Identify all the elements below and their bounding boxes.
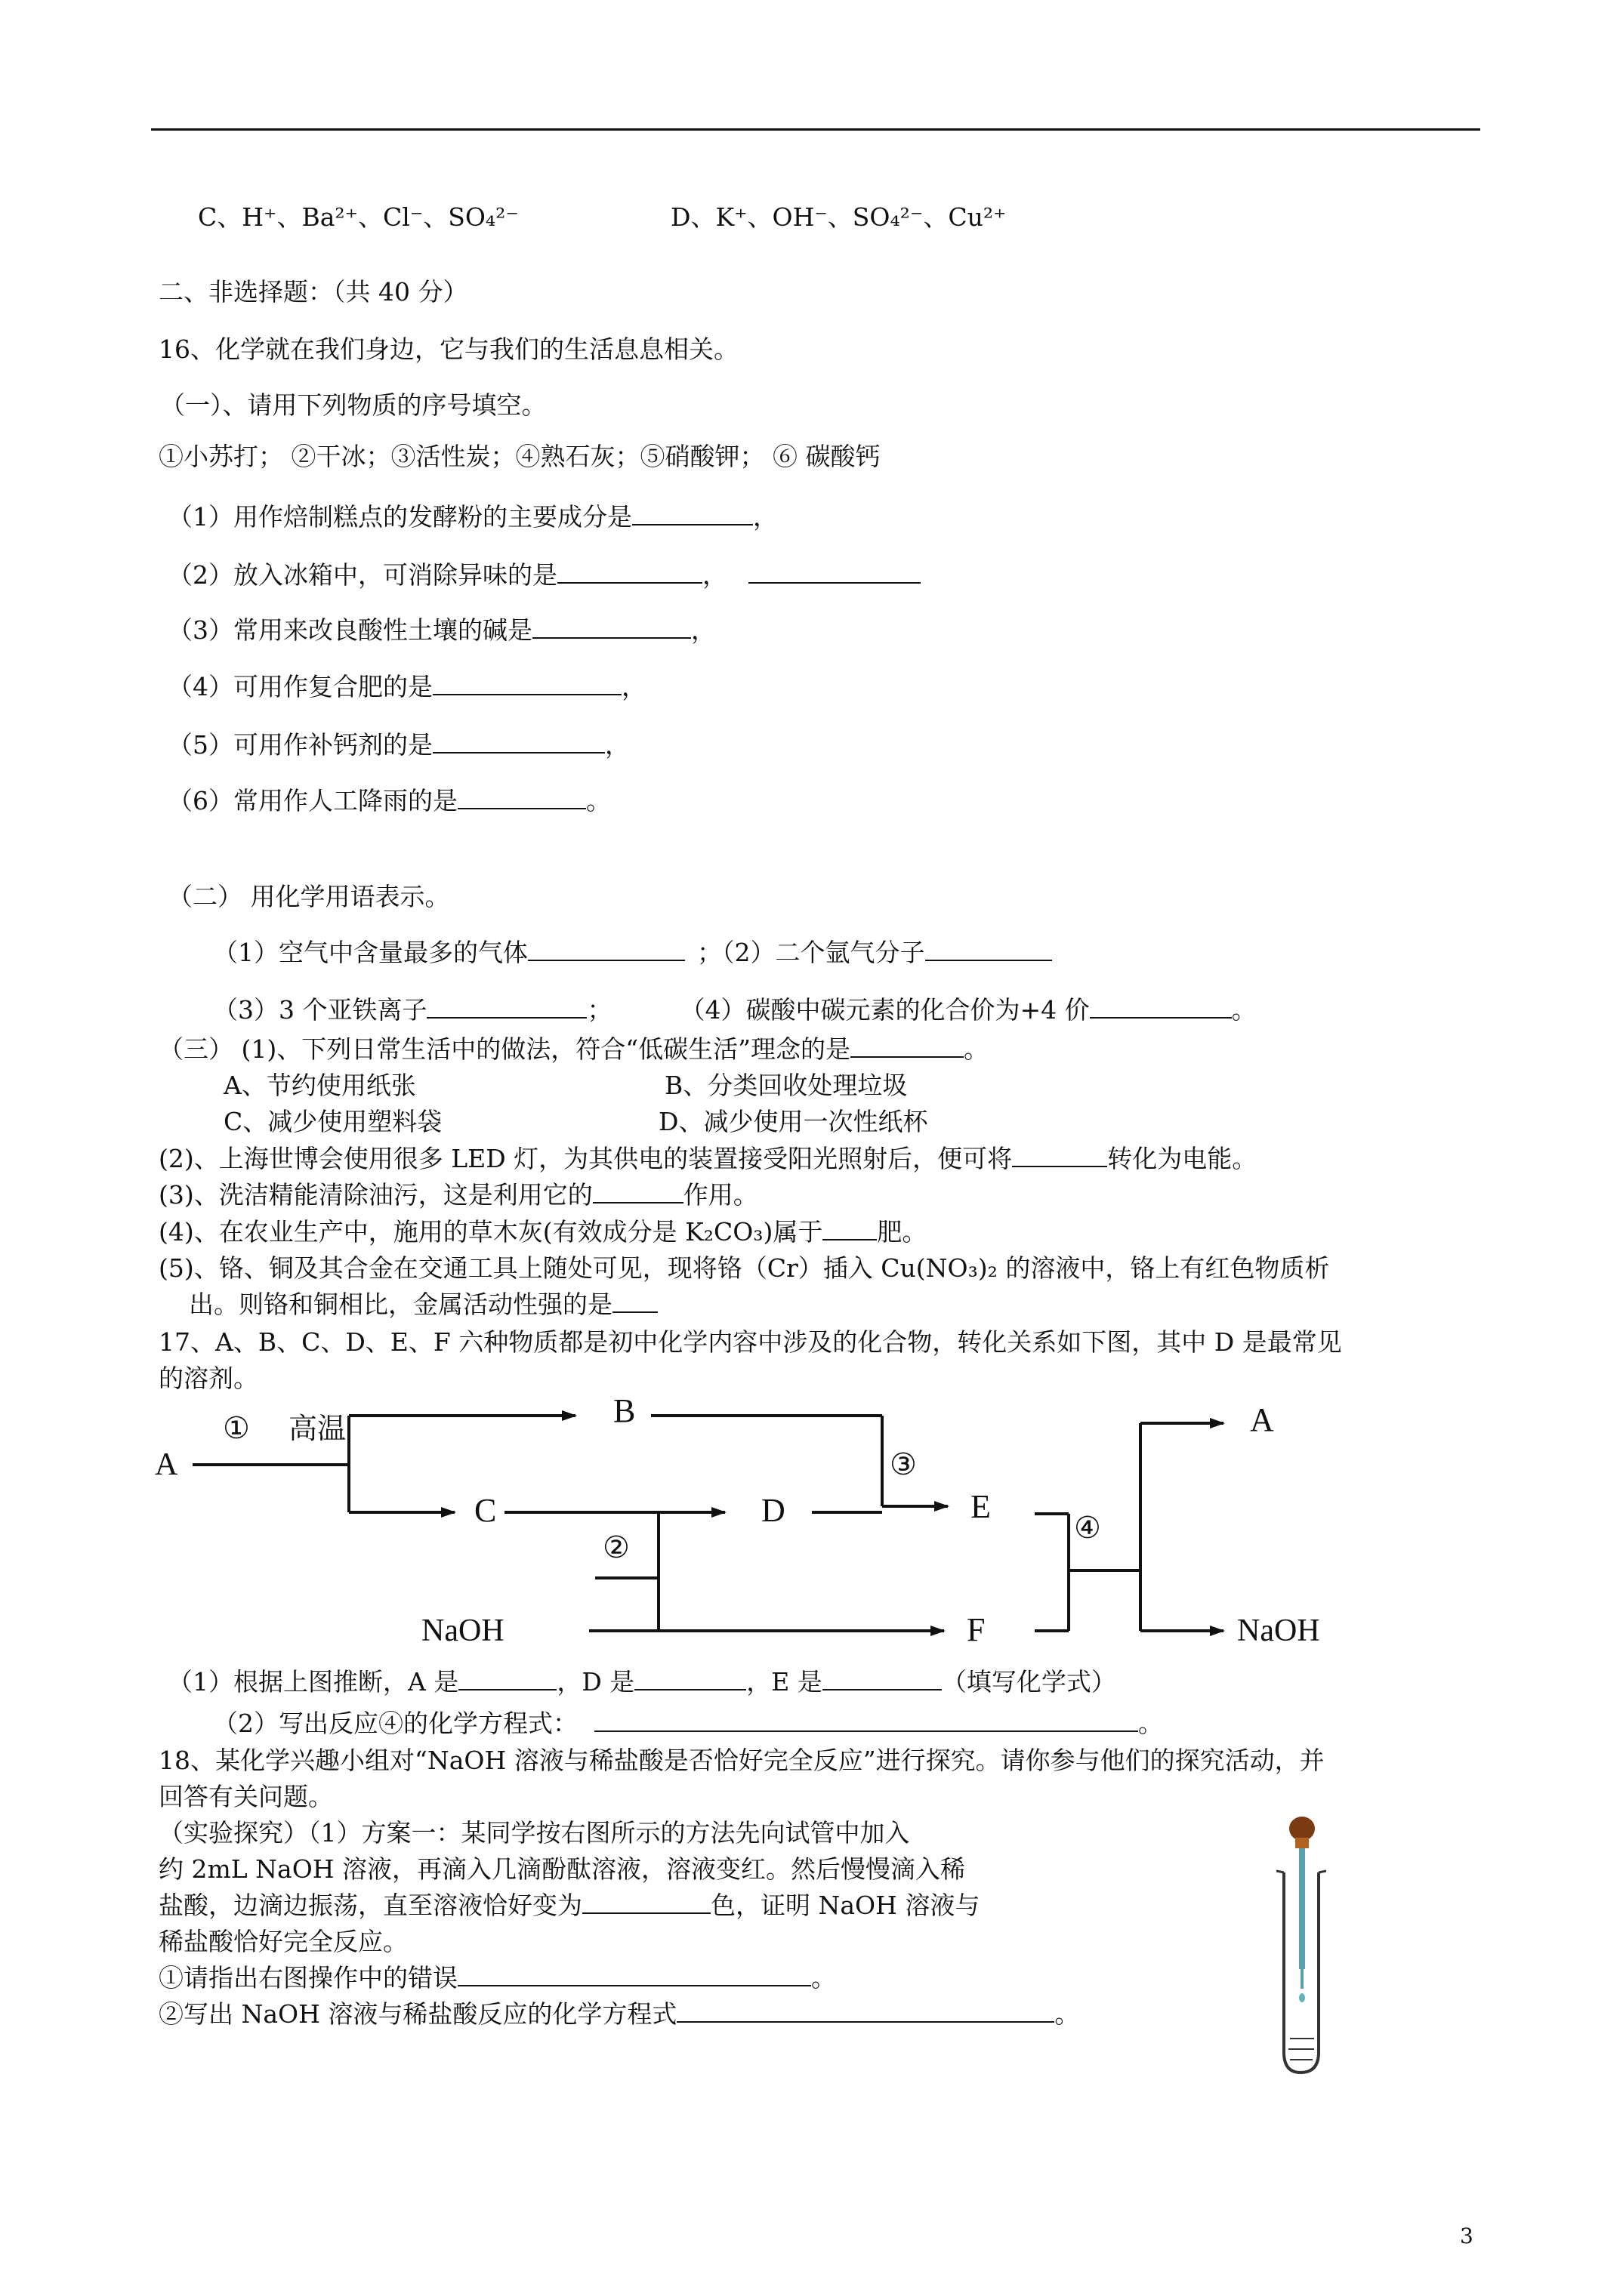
q16-item-2: （2）放入冰箱中，可消除异味的是 ， xyxy=(168,560,921,590)
answer-blank[interactable] xyxy=(594,1711,1138,1732)
q16-stem: 16、化学就在我们身边，它与我们的生活息息相关。 xyxy=(159,334,739,364)
q18-sub-1: ①请指出右图操作中的错误 。 xyxy=(159,1963,836,1992)
q18-stem-1: 18、某化学兴趣小组对“NaOH 溶液与稀盐酸是否恰好完全反应”进行探究。请你参与他们的探究活动，并 xyxy=(159,1746,1325,1775)
q16-item-4: （4）可用作复合肥的是 ， xyxy=(168,672,646,701)
node-naoh-left: NaOH xyxy=(421,1613,504,1648)
q16-part3-1: （三） (1)、下列日常生活中的做法，符合“低碳生活”理念的是 。 xyxy=(159,1034,989,1064)
q17-item-2: （2）写出反应④的化学方程式： 。 xyxy=(213,1709,1163,1738)
q16-part3-5b: 出。则铬和铜相比，金属活动性强的是 xyxy=(189,1290,658,1320)
answer-blank[interactable] xyxy=(433,674,622,695)
answer-blank[interactable] xyxy=(532,618,691,639)
answer-blank[interactable] xyxy=(582,1893,711,1914)
node-d: D xyxy=(761,1492,785,1529)
option-c2: C、减少使用塑料袋 xyxy=(224,1107,443,1136)
answer-blank[interactable] xyxy=(1012,1146,1107,1167)
condition-label: 高温 xyxy=(288,1412,347,1445)
q16-part3-4: (4)、在农业生产中，施用的草木灰(有效成分是 K₂CO₃)属于 肥。 xyxy=(159,1217,927,1247)
transformation-diagram xyxy=(151,1385,1375,1657)
answer-blank[interactable] xyxy=(612,1292,658,1313)
option-b: B、分类回收处理垃圾 xyxy=(665,1071,908,1100)
node-a-left: A xyxy=(155,1447,178,1482)
q17-stem-1: 17、A、B、C、D、E、F 六种物质都是初中化学内容中涉及的化合物，转化关系如下图，其中 D 是最常见 xyxy=(159,1327,1342,1357)
answer-blank[interactable] xyxy=(1090,997,1232,1019)
node-b: B xyxy=(613,1392,636,1429)
node-c: C xyxy=(474,1492,497,1529)
q16-part1-title: （一）、请用下列物质的序号填空。 xyxy=(160,390,547,420)
q18-exp-2: 约 2mL NaOH 溶液，再滴入几滴酚酞溶液，溶液变红。然后慢慢滴入稀 xyxy=(159,1854,966,1884)
answer-blank[interactable] xyxy=(593,1182,683,1203)
q17-item-1: （1）根据上图推断，A 是 ，D 是 ，E 是 （填写化学式） xyxy=(168,1667,1116,1697)
answer-blank[interactable] xyxy=(850,1037,964,1058)
q16-part3-3: (3)、洗洁精能清除油污，这是利用它的 作用。 xyxy=(159,1180,758,1210)
answer-blank[interactable] xyxy=(433,732,605,754)
answer-blank[interactable] xyxy=(925,940,1052,961)
answer-blank[interactable] xyxy=(427,997,587,1019)
q16-item-6: （6）常用作人工降雨的是 。 xyxy=(168,786,611,815)
answer-blank[interactable] xyxy=(634,1669,746,1690)
answer-blank[interactable] xyxy=(557,562,702,584)
node-a-right: A xyxy=(1250,1401,1274,1438)
q18-sub-2: ②写出 NaOH 溶液与稀盐酸反应的化学方程式 。 xyxy=(159,1999,1080,2029)
answer-blank[interactable] xyxy=(748,562,921,584)
answer-blank[interactable] xyxy=(458,1965,811,1986)
answer-blank[interactable] xyxy=(677,2002,1054,2023)
reaction-4-label: ④ xyxy=(1074,1511,1101,1545)
q16-substances: ①小苏打； ②干冰；③活性炭；④熟石灰；⑤硝酸钾； ⑥ 碳酸钙 xyxy=(159,442,881,471)
page-number: 3 xyxy=(1460,2224,1473,2248)
q16-part3-5: (5)、铬、铜及其合金在交通工具上随处可见，现将铬（Cr）插入 Cu(NO₃)₂ 的溶液中，铬上有红色物质析 xyxy=(159,1253,1330,1283)
q16-item-1: （1）用作焙制糕点的发酵粉的主要成分是 ， xyxy=(168,502,778,532)
test-tube-dropper-image xyxy=(1269,1812,1359,2084)
option-a: A、节约使用纸张 xyxy=(224,1071,416,1100)
q17-stem-2: 的溶剂。 xyxy=(159,1364,258,1393)
reaction-1-label: ① xyxy=(223,1411,250,1445)
q16-part3-2: (2)、上海世博会使用很多 LED 灯，为其供电的装置接受阳光照射后，便可将 转化为电能。 xyxy=(159,1144,1257,1173)
q18-exp-4: 稀盐酸恰好完全反应。 xyxy=(159,1927,408,1956)
answer-blank[interactable] xyxy=(822,1219,877,1240)
answer-blank[interactable] xyxy=(822,1669,942,1690)
q16-part2-line2: （3）3 个亚铁离子 ； （4）碳酸中碳元素的化合价为+4 价 。 xyxy=(213,995,1257,1025)
q18-stem-2: 回答有关问题。 xyxy=(159,1782,333,1811)
option-d2: D、减少使用一次性纸杯 xyxy=(659,1107,928,1136)
q16-item-3: （3）常用来改良酸性土壤的碱是 ， xyxy=(168,615,716,645)
q16-part2-title: （二） 用化学用语表示。 xyxy=(168,882,450,911)
q18-exp-3: 盐酸，边滴边振荡，直至溶液恰好变为 色，证明 NaOH 溶液与 xyxy=(159,1891,980,1920)
q16-item-5: （5）可用作补钙剂的是 ， xyxy=(168,730,630,760)
q18-exp-1: （实验探究）（1）方案一：某同学按右图所示的方法先向试管中加入 xyxy=(159,1818,910,1848)
node-f: F xyxy=(967,1611,986,1648)
reaction-2-label: ② xyxy=(603,1530,630,1564)
header-rule xyxy=(151,128,1480,131)
node-naoh-right: NaOH xyxy=(1237,1613,1320,1648)
option-c: C、H⁺、Ba²⁺、Cl⁻、SO₄²⁻ xyxy=(198,202,519,232)
option-d: D、K⁺、OH⁻、SO₄²⁻、Cu²⁺ xyxy=(671,202,1007,232)
answer-blank[interactable] xyxy=(458,788,586,809)
answer-blank[interactable] xyxy=(632,504,753,525)
node-e: E xyxy=(970,1488,991,1525)
q16-part2-line1: （1）空气中含量最多的气体 ；（2）二个氩气分子 xyxy=(213,938,1052,968)
answer-blank[interactable] xyxy=(528,940,685,961)
answer-blank[interactable] xyxy=(458,1669,557,1690)
section-title: 二、非选择题：（共 40 分） xyxy=(159,277,468,307)
reaction-3-label: ③ xyxy=(890,1447,917,1481)
